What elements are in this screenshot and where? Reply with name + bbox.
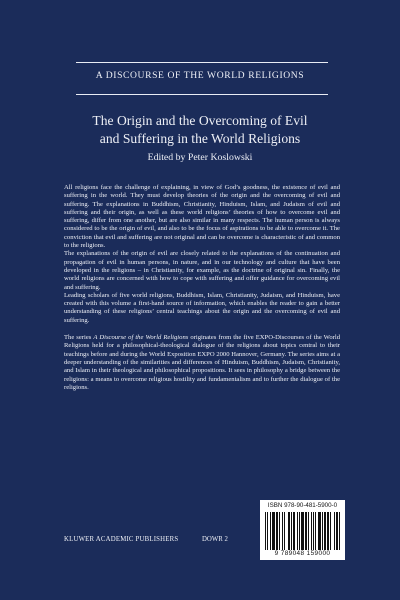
- book-title: [40, 112, 360, 148]
- barcode-bar: [270, 512, 271, 550]
- barcode-bar: [308, 512, 309, 550]
- barcode-bar: [288, 512, 290, 550]
- barcode-bar: [284, 512, 285, 550]
- publisher-name: KLUWER ACADEMIC PUBLISHERS: [64, 536, 179, 543]
- barcode-bar: [305, 512, 307, 550]
- series-description: [64, 334, 340, 392]
- series-name-italic: A Discourse of the World Religions: [93, 334, 189, 342]
- barcode-bar: [299, 512, 300, 550]
- barcode-bar: [276, 512, 278, 550]
- barcode-bar: [265, 512, 266, 550]
- barcode-bar: [272, 512, 275, 550]
- barcode-bar: [279, 512, 280, 550]
- book-title-line-2: and Suffering in the World Religions: [99, 131, 301, 146]
- barcode-bar: [315, 512, 316, 550]
- series-description-text: originates from the five EXPO-Discourses of the World Religions held for a philosophical-theological dialogue of the religions about topics central to their teachings before and during the World Exposition EXPO 2000 Hannover, Germany. The series aims at a deeper understanding of the similarities and differences of Hinduism, Buddhism, Judaism, Christianity, and Islam in their theological and philosophical propositions. It sees in philosophy a bridge between the religions: a means to overcome religious hostility and fundamentalism and to further the dialogue of the religions.: [64, 334, 341, 391]
- barcode-bar: [313, 512, 314, 550]
- barcode-bar: [291, 512, 292, 550]
- barcode-digits: 9 789048 159000: [274, 550, 331, 557]
- barcode-bar: [267, 512, 268, 550]
- back-cover-blurb: [64, 184, 340, 392]
- barcode-bar: [327, 512, 329, 550]
- barcode-bar: [282, 512, 283, 550]
- series-title: A DISCOURSE OF THE WORLD RELIGIONS: [95, 70, 305, 81]
- series-code: DOWR 2: [202, 536, 228, 543]
- barcode-bar: [334, 512, 335, 550]
- barcode-bar: [324, 512, 326, 550]
- blurb-paragraph: Leading scholars of five world religions, Buddhism, Islam, Christianity, Judaism, and Hinduism, have created with this volume a first-hand source of information, which enables the reader to gain a better understanding of these religions’ central teachings about the origin and the overcoming of evil and suffering.: [64, 291, 340, 324]
- barcode-bar: [293, 512, 295, 550]
- barcode-bar: [311, 512, 312, 550]
- series-rule-bottom: [76, 94, 328, 95]
- barcode-bar: [322, 512, 323, 550]
- series-rule-top: [76, 62, 328, 63]
- barcode-bar: [318, 512, 321, 550]
- editor-credit: Edited by Peter Koslowski: [147, 152, 253, 163]
- barcode-bars: [264, 512, 341, 550]
- barcode-bar: [330, 512, 331, 550]
- series-description-prefix: The series: [64, 334, 94, 342]
- blurb-paragraph: The explanations of the origin of evil are closely related to the explanations of the continuation and propagation of evil in human persons, in nature, and in our technology and culture that have been developed in the religions – in Christianity, for example, as the doctrine of original sin. Finally, the world religions are concerned with how to cope with suffering and offer guidance for overcoming evil and suffering.: [64, 250, 340, 291]
- book-title-line-1: The Origin and the Overcoming of Evil: [92, 113, 308, 128]
- isbn-barcode: [260, 500, 345, 560]
- barcode-bar: [339, 512, 340, 550]
- blurb-paragraph: All religions face the challenge of explaining, in view of God’s goodness, the existence of evil and suffering in the world. They must develop theories of the origin and the overcoming of evil and suffering. The explanations in Buddhism, Christianity, Hinduism, Islam, and Judaism of evil and suffering and their origin, as well as these world religions’ theories of how to overcome evil and suffering, differ from one another, but are also similar in many respects. The human person is always considered to be the origin of evil, and also to be the focus of aspirations to be able to overcome it. The conviction that evil and suffering are not original and can be overcome is characteristic of and common to the religions.: [64, 184, 340, 250]
- isbn-number: ISBN 978-90-481-5900-0: [267, 502, 338, 509]
- barcode-bar: [301, 512, 304, 550]
- barcode-bar: [297, 512, 298, 550]
- barcode-bar: [336, 512, 338, 550]
